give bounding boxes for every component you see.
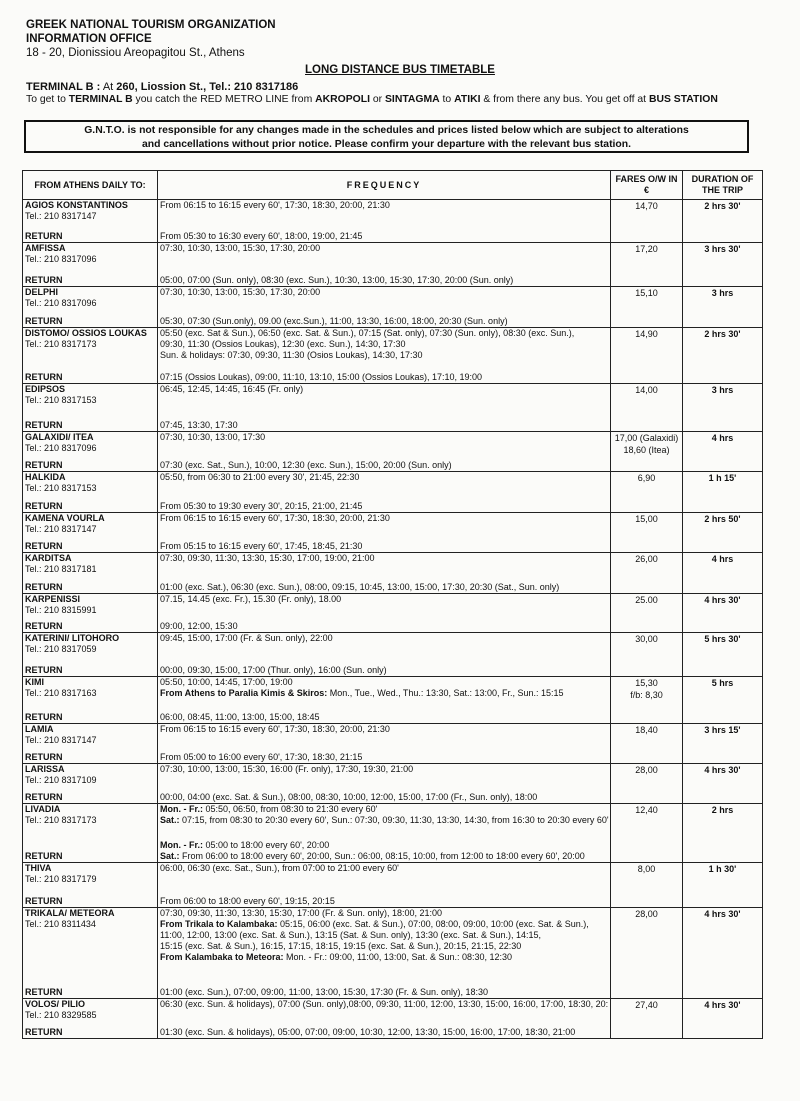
destination-name: DISTOMO/ OSSIOS LOUKAS (25, 328, 147, 338)
outbound-line: Sun. & holidays: 07:30, 09:30, 11:30 (Osios Loukas), 14:30, 17:30 (160, 350, 423, 360)
table-row (23, 432, 763, 472)
outbound-line: 07:30, 10:30, 13:00, 15:30, 17:30, 20:00 (160, 287, 321, 297)
terminal-info (26, 81, 298, 93)
outbound-line: 15:15 (exc. Sat. & Sun.), 16:15, 17:15, 18:15, 19:15 (exc. Sat. & Sun.), 20:15, 21:15, 22:30 (160, 941, 522, 951)
return-times (160, 621, 610, 632)
duration-cell: 2 hrs 30' (683, 328, 763, 384)
destination-cell (23, 594, 158, 633)
lead-in: Mon. - Fr.: (160, 840, 203, 850)
return-label: RETURN (25, 501, 63, 511)
fare-value: 25.00 (635, 595, 658, 605)
outbound-line: 05:50 (exc. Sat & Sun.), 06:50 (exc. Sat. & Sun.), 07:15 (Sat. only), 07:30 (Sun. only), 08:30 (exc. Sun.), (160, 328, 575, 338)
duration-cell: 3 hrs (683, 384, 763, 432)
destination-tel: Tel.: 210 8317153 (25, 395, 97, 405)
return-line: 05:00, 07:00 (Sun. only), 08:30 (exc. Sun.), 10:30, 13:00, 15:30, 17:30, 20:00 (Sun. only) (160, 275, 514, 285)
table-row (23, 384, 763, 432)
fare-value: 14,90 (635, 329, 658, 339)
lead-in: From Athens to Paralia Kimis & Skiros: (160, 688, 328, 698)
fare-cell (611, 863, 683, 908)
destination-cell (23, 472, 158, 513)
destination-tel: Tel.: 210 8317059 (25, 644, 97, 654)
destination-cell (23, 384, 158, 432)
return-label: RETURN (25, 896, 63, 906)
table-row (23, 804, 763, 863)
fare-cell (611, 594, 683, 633)
fare-cell (611, 328, 683, 384)
destination-name: GALAXIDI/ ITEA (25, 432, 94, 442)
lead-in: Mon. - Fr.: (160, 804, 203, 814)
destination-tel: Tel.: 210 8317173 (25, 339, 97, 349)
frequency-cell (158, 472, 611, 513)
return-times (160, 372, 610, 383)
col-from: FROM ATHENS DAILY TO: (23, 171, 158, 200)
return-times (160, 896, 610, 907)
destination-name: AMFISSA (25, 243, 66, 253)
table-row (23, 677, 763, 724)
destination-tel: Tel.: 210 8317163 (25, 688, 97, 698)
frequency-cell (158, 594, 611, 633)
destination-cell (23, 553, 158, 594)
col-fares (611, 171, 683, 200)
fare-cell (611, 384, 683, 432)
return-times (160, 792, 610, 803)
return-label: RETURN (25, 1027, 63, 1037)
fare-cell (611, 633, 683, 677)
return-label: RETURN (25, 752, 63, 762)
destination-tel: Tel.: 210 8317109 (25, 775, 97, 785)
outbound-line: 07:30, 09:30, 11:30, 13:30, 15:30, 17:00 (Fr. & Sun. only), 18:00, 21:00 (160, 908, 443, 918)
fare-value: 14,00 (635, 385, 658, 395)
duration-cell: 3 hrs 15' (683, 724, 763, 764)
outbound-line: From Kalambaka to Meteora: Mon. - Fr.: 09:00, 11:00, 13:00, Sat. & Sun.: 08:30, 12:30 (160, 952, 513, 962)
office-header (26, 18, 276, 60)
destination-cell (23, 764, 158, 804)
outbound-line: From Trikala to Kalambaka: 05:15, 06:00 (exc. Sat. & Sun.), 07:00, 08:00, 09:00, 10:00 (exc. Sat. & Sun.), (160, 919, 589, 929)
col-duration-label-1: DURATION OF (691, 174, 754, 184)
duration-cell: 2 hrs 30' (683, 200, 763, 243)
destination-cell (23, 328, 158, 384)
col-fares-label: FARES O/W IN (615, 174, 678, 184)
duration-cell: 4 hrs (683, 432, 763, 472)
fare-cell (611, 472, 683, 513)
header-row (23, 171, 763, 200)
duration-cell: 5 hrs (683, 677, 763, 724)
office-name: INFORMATION OFFICE (26, 33, 152, 45)
destination-tel: Tel.: 210 8317096 (25, 443, 97, 453)
return-times (160, 987, 610, 998)
return-line: 07:45, 13:30, 17:30 (160, 420, 238, 430)
return-line: From 06:00 to 18:00 every 60', 19:15, 20:15 (160, 896, 335, 906)
duration-cell: 4 hrs 30' (683, 594, 763, 633)
duration-cell: 2 hrs (683, 804, 763, 863)
return-line: Sat.: From 06:00 to 18:00 every 60', 20:00, Sun.: 06:00, 08:15, 10:00, from 12:00 to 18:00 every 60', 20:00 (160, 851, 585, 861)
terminal-at: At (102, 81, 114, 93)
return-line: From 05:00 to 16:00 every 60', 17:30, 18:30, 21:15 (160, 752, 363, 762)
fare-value: f/b: 8,30 (630, 690, 663, 700)
fare-cell (611, 432, 683, 472)
frequency-cell (158, 633, 611, 677)
outbound-line: 07:30, 10:00, 13:00, 15:30, 16:00 (Fr. only), 17:30, 19:30, 21:00 (160, 764, 414, 774)
fare-cell (611, 243, 683, 287)
return-line: 01:00 (exc. Sun.), 07:00, 09:00, 11:00, 13:00, 15:30, 17:30 (Fr. & Sun. only), 18:30 (160, 987, 489, 997)
lead-in: From Trikala to Kalambaka: (160, 919, 278, 929)
duration-cell: 3 hrs (683, 287, 763, 328)
duration-cell: 4 hrs (683, 553, 763, 594)
destination-tel: Tel.: 210 8317153 (25, 483, 97, 493)
frequency-cell (158, 432, 611, 472)
destination-name: LARISSA (25, 764, 65, 774)
destination-tel: Tel.: 210 8317147 (25, 211, 97, 221)
return-label: RETURN (25, 372, 63, 382)
return-line: From 05:30 to 16:30 every 60', 18:00, 19:00, 21:45 (160, 231, 363, 241)
terminal-label: TERMINAL B : (26, 81, 101, 93)
office-address: 18 - 20, Dionissiou Areopagitou St., Athens (26, 47, 245, 59)
return-label: RETURN (25, 460, 63, 470)
destination-cell (23, 513, 158, 553)
destination-name: KAMENA VOURLA (25, 513, 105, 523)
dir-bus-station: BUS STATION (648, 94, 718, 105)
destination-tel: Tel.: 210 8317179 (25, 874, 97, 884)
frequency-cell (158, 243, 611, 287)
return-times (160, 582, 610, 593)
return-line: 01:00 (exc. Sat.), 06:30 (exc. Sun.), 08:00, 09:15, 10:45, 13:00, 15:00, 17:30, 20:30 (Sat., Sun. only) (160, 582, 560, 592)
org-name: GREEK NATIONAL TOURISM ORGANIZATION (26, 19, 276, 31)
lead-in: Sat.: (160, 851, 180, 861)
timetable-body (23, 200, 763, 1039)
return-times (160, 665, 610, 676)
table-row (23, 328, 763, 384)
destination-tel: Tel.: 210 8317147 (25, 524, 97, 534)
dir-or: or (372, 94, 383, 105)
return-label: RETURN (25, 582, 63, 592)
frequency-cell (158, 513, 611, 553)
destination-name: KARPENISSI (25, 594, 81, 604)
fare-cell (611, 287, 683, 328)
frequency-cell (158, 804, 611, 863)
fare-value: 6,90 (637, 473, 656, 483)
outbound-line: 07:30, 10:30, 13:00, 17:30 (160, 432, 266, 442)
return-line: 07:15 (Ossios Loukas), 09:00, 11:10, 13:10, 15:00 (Ossios Loukas), 17:10, 19:00 (160, 372, 483, 382)
return-label: RETURN (25, 420, 63, 430)
outbound-line: Sat.: 07:15, from 08:30 to 20:30 every 60', Sun.: 07:30, 09:30, 11:30, 13:30, 14:30, from 16:30 to 20:30 every 60' (160, 815, 609, 825)
return-times (160, 501, 610, 512)
notice-line-1: G.N.T.O. is not responsible for any changes made in the schedules and prices listed below which are subject to alterations (84, 125, 689, 136)
table-row (23, 243, 763, 287)
timetable (22, 170, 763, 1039)
duration-cell: 1 h 15' (683, 472, 763, 513)
fare-cell (611, 200, 683, 243)
frequency-cell (158, 908, 611, 999)
return-times (160, 712, 610, 723)
outbound-line: 05:50, from 06:30 to 21:00 every 30', 21:45, 22:30 (160, 472, 360, 482)
return-times (160, 752, 610, 763)
outbound-line: 05:50, 10:00, 14:45, 17:00, 19:00 (160, 677, 293, 687)
return-label: RETURN (25, 275, 63, 285)
outbound-line: 06:30 (exc. Sun. & holidays), 07:00 (Sun. only),08:00, 09:30, 11:00, 12:00, 13:30, 15:00, 16:00, 17:00, 18:30, 20: (160, 999, 609, 1009)
table-row (23, 908, 763, 999)
destination-cell (23, 804, 158, 863)
destination-cell (23, 863, 158, 908)
destination-name: THIVA (25, 863, 52, 873)
duration-cell: 1 h 30' (683, 863, 763, 908)
return-times (160, 460, 610, 471)
duration-cell: 5 hrs 30' (683, 633, 763, 677)
col-duration (683, 171, 763, 200)
destination-cell (23, 432, 158, 472)
destination-cell (23, 200, 158, 243)
fare-value: 15,10 (635, 288, 658, 298)
fare-value: 17,20 (635, 244, 658, 254)
fare-value: 18,40 (635, 725, 658, 735)
table-row (23, 863, 763, 908)
destination-name: LIVADIA (25, 804, 61, 814)
destination-cell (23, 677, 158, 724)
frequency-cell (158, 553, 611, 594)
destination-name: TRIKALA/ METEORA (25, 908, 115, 918)
destination-tel: Tel.: 210 8329585 (25, 1010, 97, 1020)
outbound-line: From 06:15 to 16:15 every 60', 17:30, 18:30, 20:00, 21:30 (160, 724, 390, 734)
frequency-cell (158, 384, 611, 432)
table-row (23, 513, 763, 553)
destination-tel: Tel.: 210 8311434 (25, 919, 96, 929)
return-label: RETURN (25, 231, 63, 241)
fare-cell (611, 908, 683, 999)
destination-cell (23, 287, 158, 328)
destination-tel: Tel.: 210 8317173 (25, 815, 97, 825)
frequency-cell (158, 863, 611, 908)
destination-name: HALKIDA (25, 472, 66, 482)
destination-cell (23, 999, 158, 1039)
fare-value: 26,00 (635, 554, 658, 564)
duration-cell: 4 hrs 30' (683, 999, 763, 1039)
return-line: Mon. - Fr.: 05:00 to 18:00 every 60', 20:00 (160, 840, 330, 850)
destination-cell (23, 243, 158, 287)
dir-station-atiki: ATIKI (454, 94, 481, 105)
fare-value: 17,00 (Galaxidi) (614, 433, 679, 443)
return-label: RETURN (25, 987, 63, 997)
dir-text-3: & from there any bus. You get off at (483, 94, 647, 105)
return-times (160, 275, 610, 286)
terminal-address: 260, Liossion St., Tel.: 210 8317186 (116, 81, 299, 93)
return-label: RETURN (25, 541, 63, 551)
return-times (160, 316, 610, 327)
outbound-line: 07.15, 14.45 (exc. Fr.), 15.30 (Fr. only), 18.00 (160, 594, 342, 604)
outbound-line: From 06:15 to 16:15 every 60', 17:30, 18:30, 20:00, 21:30 (160, 513, 390, 523)
return-times (160, 1027, 610, 1038)
return-line: 07:30 (exc. Sat., Sun.), 10:00, 12:30 (exc. Sun.), 15:00, 20:00 (Sun. only) (160, 460, 452, 470)
destination-name: KARDITSA (25, 553, 72, 563)
return-times (160, 541, 610, 552)
directions (26, 94, 718, 105)
fare-value: 30,00 (635, 634, 658, 644)
fare-value: 28,00 (635, 765, 658, 775)
lead-in: From Kalambaka to Meteora: (160, 952, 284, 962)
fare-value: 18,60 (Itea) (623, 445, 670, 455)
fare-cell (611, 804, 683, 863)
return-times (160, 840, 610, 862)
frequency-cell (158, 724, 611, 764)
table-row (23, 553, 763, 594)
table-row (23, 633, 763, 677)
outbound-line: 11:00, 12:00, 13:00 (exc. Sat. & Sun.), 13:15 (Sat. & Sun. only), 13:30 (exc. Sat. & Sun.), 14:15, (160, 930, 542, 940)
return-label: RETURN (25, 621, 63, 631)
frequency-cell (158, 328, 611, 384)
table-row (23, 764, 763, 804)
destination-tel: Tel.: 210 8317096 (25, 298, 97, 308)
destination-name: KIMI (25, 677, 44, 687)
destination-name: KATERINI/ LITOHORO (25, 633, 120, 643)
dir-station-akropoli: AKROPOLI (315, 94, 370, 105)
outbound-line: 09:30, 11:30 (Ossios Loukas), 12:30 (exc. Sun.), 14:30, 17:30 (160, 339, 406, 349)
table-row (23, 724, 763, 764)
dir-text-1: To get to (26, 94, 66, 105)
table-row (23, 472, 763, 513)
frequency-cell (158, 200, 611, 243)
outbound-line: From Athens to Paralia Kimis & Skiros: Mon., Tue., Wed., Thu.: 13:30, Sat.: 13:00, Fr., Sun.: 15:15 (160, 688, 564, 698)
outbound-line: 06:00, 06:30 (exc. Sat., Sun.), from 07:00 to 21:00 every 60' (160, 863, 399, 873)
dir-station-sintagma: SINTAGMA (385, 94, 440, 105)
return-line: 00:00, 09:30, 15:00, 17:00 (Thur. only), 16:00 (Sun. only) (160, 665, 387, 675)
col-fares-unit: € (643, 185, 649, 195)
destination-name: AGIOS KONSTANTINOS (25, 200, 128, 210)
page-title: LONG DISTANCE BUS TIMETABLE (305, 64, 495, 76)
destination-cell (23, 633, 158, 677)
return-line: From 05:15 to 16:15 every 60', 17:45, 18:45, 21:30 (160, 541, 363, 551)
duration-cell: 4 hrs 30' (683, 908, 763, 999)
destination-tel: Tel.: 210 8317181 (25, 564, 97, 574)
destination-name: DELPHI (25, 287, 59, 297)
destination-name: VOLOS/ PILIO (25, 999, 86, 1009)
dir-terminal: TERMINAL B (68, 94, 133, 105)
return-line: 01:30 (exc. Sun. & holidays), 05:00, 07:00, 09:00, 10:30, 12:00, 13:30, 15:00, 16:00, 17:00, 18:30, 21:00 (160, 1027, 576, 1037)
duration-cell: 3 hrs 30' (683, 243, 763, 287)
destination-cell (23, 908, 158, 999)
return-line: From 05:30 to 19:30 every 30', 20:15, 21:00, 21:45 (160, 501, 363, 511)
outbound-line: 06:45, 12:45, 14:45, 16:45 (Fr. only) (160, 384, 304, 394)
return-label: RETURN (25, 792, 63, 802)
return-line: 00:00, 04:00 (exc. Sat. & Sun.), 08:00, 08:30, 10:00, 12:00, 15:00, 17:00 (Fr., Sun. only), 18:00 (160, 792, 538, 802)
destination-cell (23, 724, 158, 764)
return-line: 06:00, 08:45, 11:00, 13:00, 15:00, 18:45 (160, 712, 320, 722)
fare-cell (611, 513, 683, 553)
frequency-cell (158, 999, 611, 1039)
col-frequency: FREQUENCY (158, 171, 611, 200)
fare-value: 8,00 (637, 864, 656, 874)
fare-value: 27,40 (635, 1000, 658, 1010)
table-row (23, 999, 763, 1039)
fare-cell (611, 999, 683, 1039)
return-label: RETURN (25, 665, 63, 675)
return-label: RETURN (25, 851, 63, 861)
destination-tel: Tel.: 210 8317096 (25, 254, 97, 264)
notice-line-2: and cancellations without prior notice. Please confirm your departure with the relevant bus station. (141, 139, 632, 150)
fare-value: 15,30 (635, 678, 658, 688)
frequency-cell (158, 287, 611, 328)
col-duration-label-2: THE TRIP (701, 185, 743, 195)
table-row (23, 200, 763, 243)
dir-to: to (442, 94, 452, 105)
duration-cell: 2 hrs 50' (683, 513, 763, 553)
lead-in: Sat.: (160, 815, 180, 825)
outbound-line: 07:30, 09:30, 11:30, 13:30, 15:30, 17:00, 19:00, 21:00 (160, 553, 375, 563)
fare-value: 28,00 (635, 909, 658, 919)
outbound-line: 07:30, 10:30, 13:00, 15:30, 17:30, 20:00 (160, 243, 321, 253)
return-label: RETURN (25, 712, 63, 722)
fare-cell (611, 724, 683, 764)
frequency-cell (158, 677, 611, 724)
dir-text-2: you catch the RED METRO LINE from (135, 94, 313, 105)
fare-cell (611, 553, 683, 594)
table-row (23, 287, 763, 328)
fare-value: 14,70 (635, 201, 658, 211)
fare-value: 12,40 (635, 805, 658, 815)
fare-cell (611, 677, 683, 724)
destination-tel: Tel.: 210 8317147 (25, 735, 97, 745)
outbound-line: 09:45, 15:00, 17:00 (Fr. & Sun. only), 22:00 (160, 633, 333, 643)
frequency-cell (158, 764, 611, 804)
outbound-line: Mon. - Fr.: 05:50, 06:50, from 08:30 to 21:30 every 60' (160, 804, 378, 814)
return-times (160, 231, 610, 242)
destination-name: LAMIA (25, 724, 54, 734)
table-row (23, 594, 763, 633)
return-line: 09:00, 12:00, 15:30 (160, 621, 238, 631)
destination-tel: Tel.: 210 8315991 (25, 605, 97, 615)
outbound-line: From 06:15 to 16:15 every 60', 17:30, 18:30, 20:00, 21:30 (160, 200, 390, 210)
return-line: 05:30, 07:30 (Sun.only), 09.00 (exc.Sun.), 11:00, 13:30, 16:00, 18:00, 20:30 (Sun. only) (160, 316, 508, 326)
fare-value: 15,00 (635, 514, 658, 524)
return-label: RETURN (25, 316, 63, 326)
fare-cell (611, 764, 683, 804)
disclaimer-notice (24, 120, 749, 153)
destination-name: EDIPSOS (25, 384, 66, 394)
duration-cell: 4 hrs 30' (683, 764, 763, 804)
return-times (160, 420, 610, 431)
